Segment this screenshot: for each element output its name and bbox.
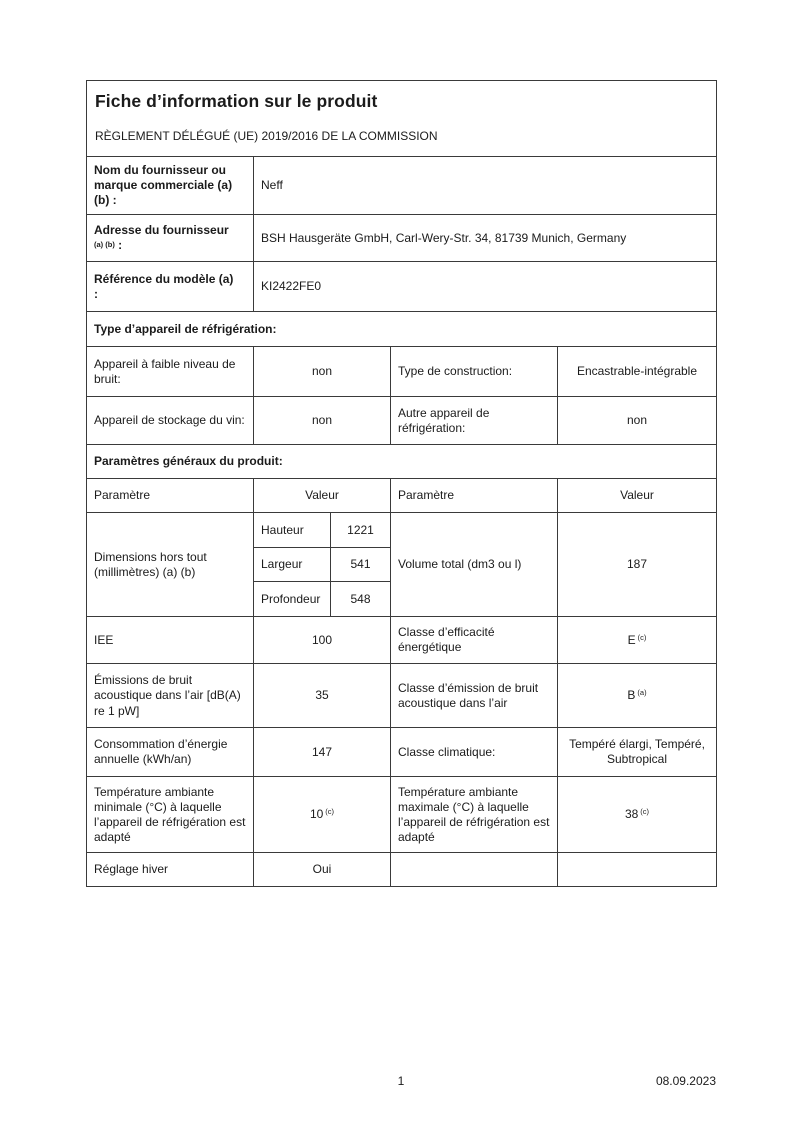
empty-cell — [558, 853, 717, 887]
supplier-name-row — [87, 157, 717, 215]
label-colon: : — [118, 238, 123, 253]
supplier-address-row — [87, 215, 717, 262]
column-header-row — [87, 479, 717, 513]
dimensions-row — [87, 513, 717, 617]
param-value-cell: Oui — [254, 853, 391, 887]
param-value-cell — [558, 617, 717, 664]
param-label-cell: Dimensions hors tout (millimètres) (a) (b) — [87, 513, 254, 617]
param-label-cell: Température ambiante minimale (°C) à laquelle l’appareil de réfrigération est adapté — [87, 777, 254, 853]
value-text: B — [627, 688, 636, 703]
value-cell: BSH Hausgeräte GmbH, Carl-Wery-Str. 34, 81739 Munich, Germany — [254, 215, 717, 262]
footnote-marker: (c) — [640, 807, 650, 817]
param-label-cell: Type de construction: — [391, 347, 558, 397]
dimension-value: 1221 — [331, 513, 390, 547]
label-footnote-line — [94, 238, 247, 253]
param-label-cell: Réglage hiver — [87, 853, 254, 887]
title-cell — [87, 81, 717, 157]
param-value-cell: 100 — [254, 617, 391, 664]
footnote-marker: (a) — [637, 688, 647, 698]
title-row — [87, 81, 717, 157]
dimensions-subtable-cell — [254, 513, 391, 617]
dimension-name: Hauteur — [254, 513, 331, 547]
regulation-subtitle: RÈGLEMENT DÉLÉGUÉ (UE) 2019/2016 DE LA COMMISSION — [95, 129, 438, 144]
param-label-cell: Classe d’émission de bruit acoustique dans l’air — [391, 664, 558, 728]
footer-date: 08.09.2023 — [655, 1074, 716, 1088]
section-heading-row — [87, 312, 717, 347]
column-header: Valeur — [254, 479, 391, 513]
value-cell: Neff — [254, 157, 717, 215]
dimension-value: 541 — [331, 548, 390, 582]
section-heading: Paramètres généraux du produit: — [87, 445, 717, 479]
label-cell: Nom du fournisseur ou marque commerciale (a) (b) : — [87, 157, 254, 215]
label-text: Référence du modèle (a) — [94, 271, 234, 286]
footnote-marker: (a) (b) — [94, 240, 115, 250]
column-header: Paramètre — [391, 479, 558, 513]
product-info-table — [86, 80, 717, 887]
label-cell — [87, 215, 254, 262]
param-label-cell: Appareil de stockage du vin: — [87, 397, 254, 445]
empty-cell — [391, 853, 558, 887]
param-value-cell: 147 — [254, 728, 391, 777]
param-value-cell: non — [254, 347, 391, 397]
param-label-cell: Classe climatique: — [391, 728, 558, 777]
table-row — [87, 777, 717, 853]
param-value-cell: Encastrable-intégrable — [558, 347, 717, 397]
table-row — [87, 617, 717, 664]
column-header: Valeur — [558, 479, 717, 513]
label-cell — [87, 262, 254, 312]
param-value-cell: non — [558, 397, 717, 445]
param-value-cell: non — [254, 397, 391, 445]
value-cell: KI2422FE0 — [254, 262, 717, 312]
label-text: Adresse du fournisseur — [94, 223, 229, 238]
table-row — [87, 664, 717, 728]
table-row — [87, 397, 717, 445]
param-label-cell: Autre appareil de réfrigération: — [391, 397, 558, 445]
value-text: 38 — [624, 807, 639, 822]
value-text: E — [627, 632, 636, 647]
param-value-cell: Tempéré élargi, Tempéré, Subtropical — [558, 728, 717, 777]
param-value-cell — [254, 777, 391, 853]
dimension-name: Profondeur — [254, 582, 331, 616]
param-label-cell: IEE — [87, 617, 254, 664]
param-value-cell — [558, 664, 717, 728]
table-row — [87, 347, 717, 397]
page-number: 1 — [397, 1074, 405, 1088]
value-text: 10 — [309, 807, 324, 822]
section-heading: Type d’appareil de réfrigération: — [87, 312, 717, 347]
page-footer — [86, 1074, 716, 1092]
table-row — [87, 853, 717, 887]
param-value-cell: 35 — [254, 664, 391, 728]
param-label-cell: Température ambiante maximale (°C) à laquelle l’appareil de réfrigération est adapté — [391, 777, 558, 853]
table-row — [87, 728, 717, 777]
section-heading-row — [87, 445, 717, 479]
model-reference-row — [87, 262, 717, 312]
dimension-value: 548 — [350, 591, 371, 606]
page-title: Fiche d’information sur le produit — [95, 91, 378, 111]
param-value-cell: 187 — [558, 513, 717, 617]
footnote-marker: (c) — [637, 632, 647, 642]
param-label-cell: Classe d’efficacité énergétique — [391, 617, 558, 664]
param-label-cell: Volume total (dm3 ou l) — [391, 513, 558, 617]
column-header: Paramètre — [87, 479, 254, 513]
param-value-cell — [558, 777, 717, 853]
param-label-cell: Consommation d’énergie annuelle (kWh/an) — [87, 728, 254, 777]
dimensions-subtable — [254, 513, 390, 616]
footnote-marker: (c) — [325, 807, 335, 817]
param-label-cell: Appareil à faible niveau de bruit: — [87, 347, 254, 397]
label-colon: : — [94, 286, 98, 301]
dimension-name: Largeur — [254, 548, 331, 582]
param-label-cell: Émissions de bruit acoustique dans l’air [dB(A) re 1 pW] — [87, 664, 254, 728]
